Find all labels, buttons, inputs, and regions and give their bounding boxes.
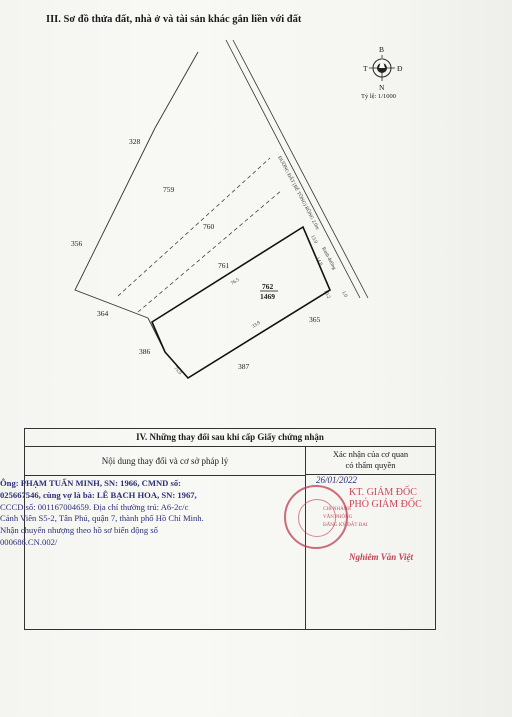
change-content — [0, 478, 300, 549]
content-line-2: 025667546, cùng vợ là bà: LÊ BẠCH HOA, SN: 1967, — [0, 489, 197, 500]
stamp-text-2: VĂN PHÒNG — [323, 515, 353, 520]
col-content-header: Nội dung thay đổi và cơ sở pháp lý — [25, 447, 306, 476]
content-line-1: Ông: PHẠM TUẤN MINH, SN: 1966, CMND số: — [0, 478, 182, 488]
compass-icon — [369, 55, 395, 81]
parcel-762-number: 762 — [262, 282, 274, 291]
parcel-boundaries — [75, 52, 330, 378]
dim-3: 10.2 — [322, 289, 331, 300]
col-confirm-header — [306, 447, 435, 475]
section-4-title: IV. Những thay đổi sau khi cấp Giấy chứng nhận — [25, 429, 435, 447]
stamp-text-1: CHI NHÁNH — [323, 507, 351, 512]
col-confirm-header-line1: Xác nhận của cơ quan — [332, 449, 409, 459]
signer-name: Nghiêm Văn Việt — [349, 552, 414, 562]
road-name: ĐƯỜNG ĐẤT (BÊ TÔNG) RỘNG 2.0m — [276, 155, 320, 231]
parcel-761: 761 — [218, 261, 230, 270]
content-line-6: 000686.CN.002/ — [0, 536, 58, 547]
parcel-356: 356 — [71, 239, 83, 248]
parcel-328: 328 — [129, 137, 141, 146]
compass-north: B — [379, 45, 385, 54]
dim-5: 33.9 — [251, 320, 262, 330]
road-edge: Ranh đường — [320, 246, 337, 271]
dim-4: 76.5 — [230, 277, 241, 287]
parcel-762-outline — [152, 227, 330, 378]
content-line-4: Cảnh Viên S5-2, Tân Phú, quận 7, thành phố Hồ Chí Minh. — [0, 513, 204, 524]
stamp-text-3: ĐĂNG KÝ ĐẤT ĐAI — [323, 523, 368, 528]
compass-west: T — [363, 64, 368, 73]
handwritten-date: 26/01/2022 — [316, 475, 358, 485]
dim-1: 15.0 — [309, 234, 318, 245]
content-line-3: CCCD số: 001167004659. Địa chỉ thường trú: A6-2c/c — [0, 501, 189, 512]
dim-6: 75.0 — [172, 366, 182, 376]
parcel-759: 759 — [163, 185, 175, 194]
parcel-762-area: 1469 — [260, 292, 275, 301]
road-width: 1.0 — [340, 290, 348, 299]
parcel-365: 365 — [309, 315, 321, 324]
col-confirm-header-line2: có thẩm quyền — [345, 460, 396, 470]
sign-kt: KT. GIÁM ĐỐC — [349, 487, 417, 498]
section-3-title: III. Sơ đồ thửa đất, nhà ở và tài sản khác gắn liền với đất — [46, 14, 302, 25]
parcel-760: 760 — [203, 222, 215, 231]
content-line-5: Nhận chuyển nhượng theo hồ sơ biến động số — [0, 525, 158, 536]
parcel-364: 364 — [97, 309, 109, 318]
dim-2: 14.8 — [314, 256, 323, 267]
parcel-386: 386 — [139, 347, 151, 356]
dashed-split-lines — [118, 158, 282, 312]
compass-south: N — [379, 83, 385, 92]
compass-east: Đ — [397, 64, 403, 73]
parcel-387: 387 — [238, 362, 250, 371]
road — [226, 40, 368, 298]
sign-role: PHÓ GIÁM ĐỐC — [349, 499, 422, 510]
map-scale: Tỷ lệ: 1/1000 — [361, 93, 397, 100]
